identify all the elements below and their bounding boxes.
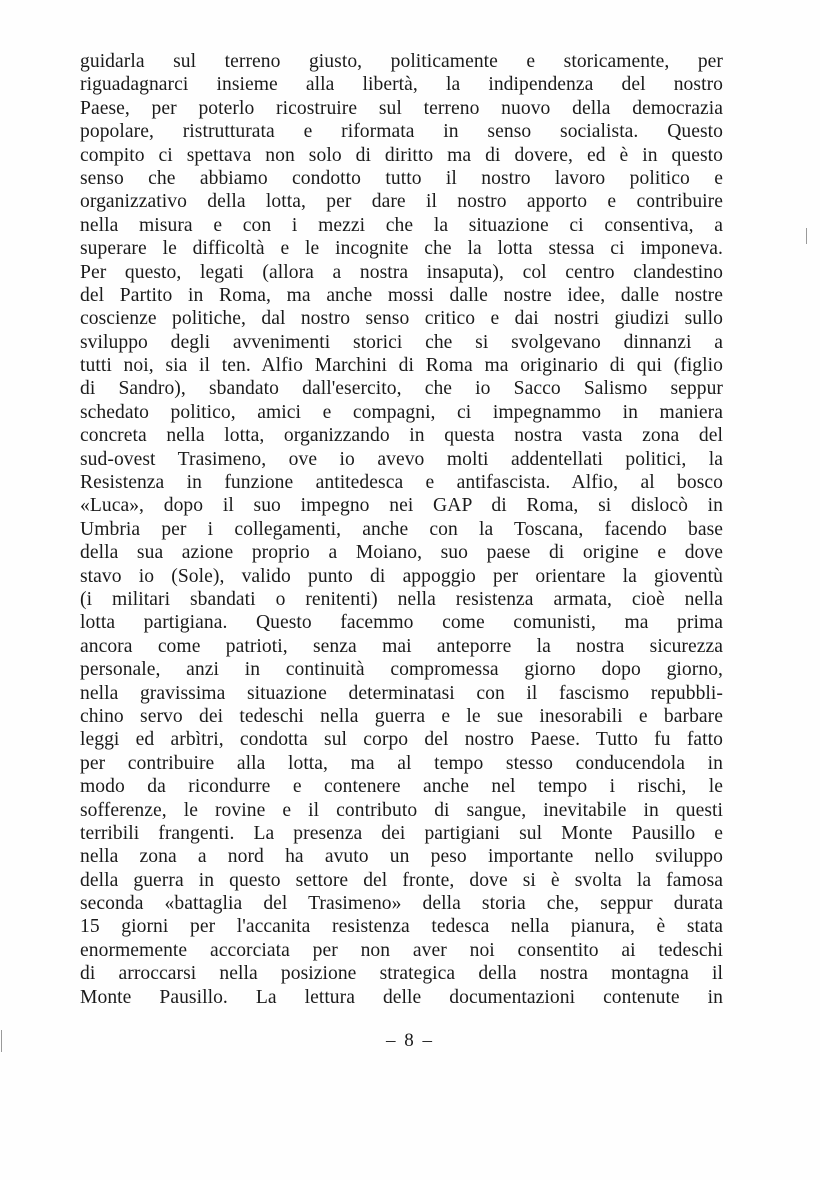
text-line: 15 giorni per l'accanita resistenza tedesca nella pianura, è stata	[80, 916, 723, 938]
text-line: stavo io (Sole), valido punto di appoggio per orientare la gioventù	[80, 565, 723, 587]
text-line: del Partito in Roma, ma anche mossi dalle nostre idee, dalle nostre	[80, 284, 723, 306]
scan-edge-mark	[806, 228, 807, 244]
text-line: nella misura e con i mezzi che la situazione ci consentiva, a	[80, 214, 723, 236]
scan-edge-mark	[1, 1030, 2, 1052]
text-line: coscienze politiche, dal nostro senso critico e dai nostri giudizi sullo	[80, 308, 723, 330]
text-line: (i militari sbandati o renitenti) nella resistenza armata, cioè nella	[80, 588, 723, 610]
text-line: Resistenza in funzione antitedesca e antifascista. Alfio, al bosco	[80, 472, 723, 494]
text-line: concreta nella lotta, organizzando in questa nostra vasta zona del	[80, 425, 723, 447]
text-line: lotta partigiana. Questo facemmo come comunisti, ma prima	[80, 612, 723, 634]
page-number: – 8 –	[386, 1030, 434, 1051]
text-line: senso che abbiamo condotto tutto il nostro lavoro politico e	[80, 167, 723, 189]
text-line: Umbria per i collegamenti, anche con la Toscana, facendo base	[80, 518, 723, 540]
text-line: organizzativo della lotta, per dare il nostro apporto e contribuire	[80, 191, 723, 213]
text-line: modo da ricondurre e contenere anche nel tempo i rischi, le	[80, 776, 723, 798]
text-line: enormemente accorciata per non aver noi consentito ai tedeschi	[80, 939, 723, 961]
text-line: «Luca», dopo il suo impegno nei GAP di Roma, si dislocò in	[80, 495, 723, 517]
text-line: di arroccarsi nella posizione strategica della nostra montagna il	[80, 963, 723, 985]
text-line: della guerra in questo settore del fronte, dove si è svolta la famosa	[80, 869, 723, 891]
text-line: Per questo, legati (allora a nostra insaputa), col centro clandestino	[80, 261, 723, 283]
text-line: per contribuire alla lotta, ma al tempo stesso conducendola in	[80, 752, 723, 774]
text-line: nella zona a nord ha avuto un peso importante nello sviluppo	[80, 846, 723, 868]
text-line: terribili frangenti. La presenza dei partigiani sul Monte Pausillo e	[80, 822, 723, 844]
text-line: della sua azione proprio a Moiano, suo paese di origine e dove	[80, 542, 723, 564]
text-line: chino servo dei tedeschi nella guerra e le sue inesorabili e barbare	[80, 705, 723, 727]
text-line: seconda «battaglia del Trasimeno» della storia che, seppur durata	[80, 893, 723, 915]
text-line: popolare, ristrutturata e riformata in senso socialista. Questo	[80, 121, 723, 143]
body-text	[80, 50, 723, 1009]
text-line: sud-ovest Trasimeno, ove io avevo molti addentellati politici, la	[80, 448, 723, 470]
text-line: compito ci spettava non solo di diritto ma di dovere, ed è in questo	[80, 144, 723, 166]
text-line: personale, anzi in continuità compromessa giorno dopo giorno,	[80, 659, 723, 681]
text-line: guidarla sul terreno giusto, politicamente e storicamente, per	[80, 51, 723, 72]
text-line: superare le difficoltà e le incognite che la lotta stessa ci imponeva.	[80, 238, 723, 260]
text-line: di Sandro), sbandato dall'esercito, che io Sacco Salismo seppur	[80, 378, 723, 400]
text-line: schedato politico, amici e compagni, ci impegnammo in maniera	[80, 401, 723, 423]
text-line: sviluppo degli avvenimenti storici che si svolgevano dinnanzi a	[80, 331, 723, 353]
text-line: leggi ed arbìtri, condotta sul corpo del nostro Paese. Tutto fu fatto	[80, 729, 723, 751]
text-line: sofferenze, le rovine e il contributo di sangue, inevitabile in questi	[80, 799, 723, 821]
text-line: Monte Pausillo. La lettura delle documentazioni contenute in	[80, 986, 723, 1008]
text-line: tutti noi, sia il ten. Alfio Marchini di Roma ma originario di qui (figlio	[80, 355, 723, 377]
text-line: ancora come patrioti, senza mai anteporre la nostra sicurezza	[80, 635, 723, 657]
text-line: Paese, per poterlo ricostruire sul terreno nuovo della democrazia	[80, 97, 723, 119]
text-line: riguadagnarci insieme alla libertà, la indipendenza del nostro	[80, 74, 723, 96]
text-line: nella gravissima situazione determinatasi con il fascismo repubbli-	[80, 682, 723, 704]
